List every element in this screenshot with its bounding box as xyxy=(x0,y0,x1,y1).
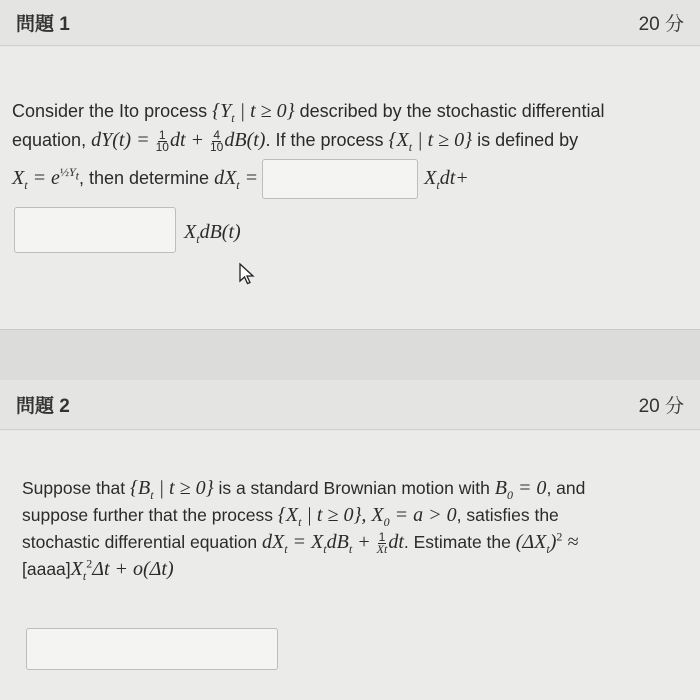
mouse-pointer-icon xyxy=(238,262,256,286)
fraction-1-xt: $\frac{1}{Xt}$ xyxy=(376,529,388,556)
answer-input-3[interactable] xyxy=(26,628,278,670)
q2-line-3: stochastic differential equation $dX_t = X_tdB_t$ + $\frac{1}{Xt}$ dt. Estimate the $(\Delta X_t)^2$ ≈ xyxy=(22,529,579,556)
dx-equals: $dX_t$ = xyxy=(214,166,259,192)
q2-line-4: $[aaaa]X_t^2\Delta t + o(\Delta t)$ xyxy=(22,556,174,583)
eq-dy: dY(t) = xyxy=(91,129,155,151)
q1-line-3: $X_t = e^{\frac{1}{2}Y_t}$, then determine $dX_t = X_tdt+$ xyxy=(12,159,688,199)
question-1-text xyxy=(12,97,688,199)
xt-dt-plus: $X_tdt+$ xyxy=(424,166,469,192)
question-1-header xyxy=(0,0,700,46)
set-b: {$B_t$ | t ≥ 0} xyxy=(130,477,214,502)
delta-x-squared: $(\Delta X_t)^2$ ≈ xyxy=(515,529,579,556)
q1-line-2: equation, dY(t) = $\frac{1}{10}$ dt + $\frac{4}{10}$ dB(t). If the process {$X_t$ | t ≥ 0} is defined by xyxy=(12,127,579,154)
question-1-points: 20 分 xyxy=(638,14,684,35)
question-1-body xyxy=(0,47,700,329)
fraction-4-10: $\frac{4}{10}$ xyxy=(210,127,224,154)
sde: $dX_t = X_tdB_t$ + xyxy=(261,531,376,556)
question-1-title: 問題 1 xyxy=(16,14,70,35)
answer-input-2[interactable] xyxy=(14,207,176,253)
set-x-2: {$X_t$ | t ≥ 0}, $X_0 = a > 0$ xyxy=(277,504,457,529)
question-2-title: 問題 2 xyxy=(16,396,70,417)
question-2-text xyxy=(22,475,680,583)
set-x: {$X_t$ | t ≥ 0} xyxy=(388,129,473,154)
question-2-points: 20 分 xyxy=(638,396,684,417)
card-separator xyxy=(0,329,700,381)
q1-line-1: Consider the Ito process {$Y_t$ | t ≥ 0} described by the stochastic differential xyxy=(12,100,605,125)
answer-input-1[interactable] xyxy=(262,159,418,199)
b0-zero: $B_0 = 0$ xyxy=(494,477,547,502)
q2-line-2: suppose further that the process {$X_t$ | t ≥ 0}, $X_0 = a > 0$, satisfies the xyxy=(22,504,559,529)
estimate-expression: $X_t^2\Delta t + o(\Delta t)$ xyxy=(70,556,174,583)
xt-db-label: $X_tdB(t)$ xyxy=(184,221,241,246)
question-2-body xyxy=(0,431,700,700)
set-y: {$Y_t$ | t ≥ 0} xyxy=(212,100,295,125)
q2-line-1: Suppose that {$B_t$ | t ≥ 0} is a standard Brownian motion with $B_0 = 0$, and xyxy=(22,477,586,502)
fraction-1-10: $\frac{1}{10}$ xyxy=(155,127,169,154)
question-2-header xyxy=(0,380,700,430)
x-definition: $X_t = e^{\frac{1}{2}Y_t}$ xyxy=(12,165,79,192)
